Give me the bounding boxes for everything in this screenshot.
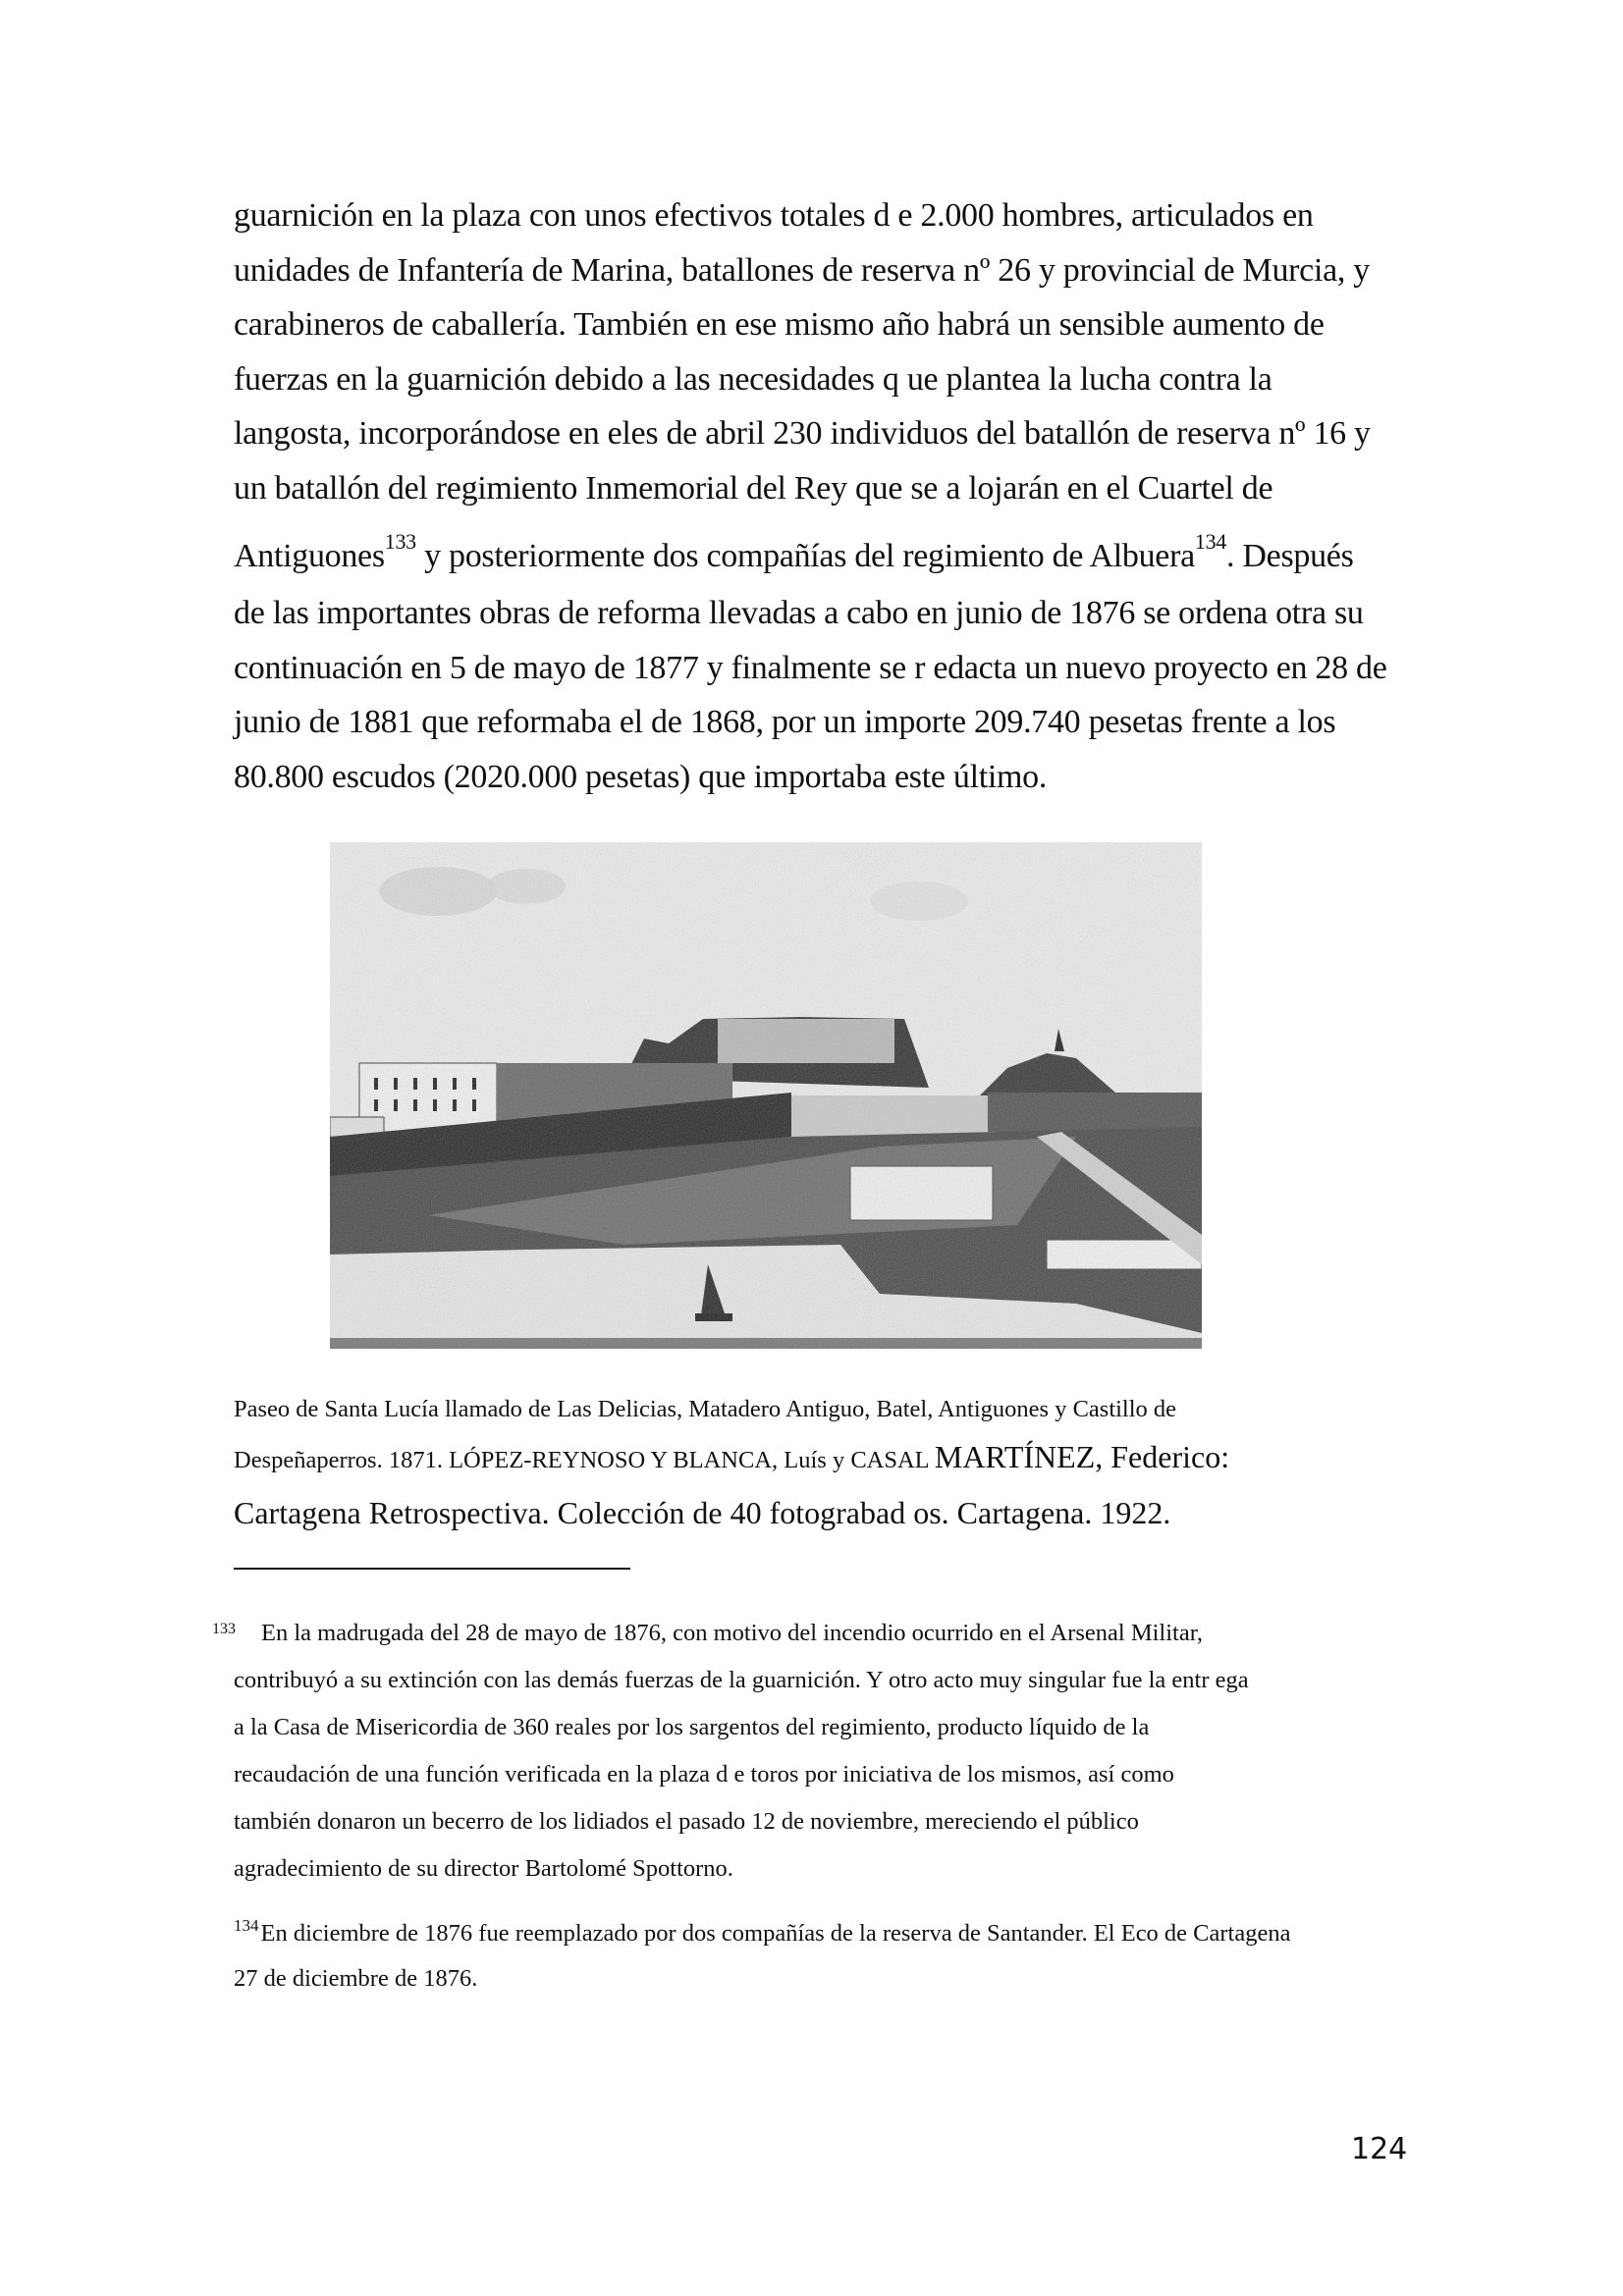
footnote-separator xyxy=(234,1568,630,1570)
engraving-illustration xyxy=(330,842,1202,1349)
page-number: 124 xyxy=(1351,2132,1408,2166)
body-line: unidades de Infantería de Marina, batallones de reserva nº 26 y provincial de Murcia, y xyxy=(234,251,1370,289)
footnote-number: 133 xyxy=(212,1621,236,1637)
body-line: carabineros de caballería. También en ese mismo año habrá un sensible aumento de xyxy=(234,306,1325,343)
footnote-line xyxy=(212,1610,1410,1657)
body-text-fragment: y posteriormente dos compañías del regimiento de Albuera xyxy=(415,538,1195,574)
footnote-text: En la madrugada del 28 de mayo de 1876, con motivo del incendio ocurrido en el Arsenal Militar, xyxy=(261,1620,1204,1646)
footnote-line: a la Casa de Misericordia de 360 reales por los sargentos del regimiento, producto líquido de la xyxy=(234,1714,1150,1740)
footnote-133 xyxy=(212,1610,1410,1893)
footnote-ref-134[interactable]: 134 xyxy=(1194,528,1227,554)
caption-line: Cartagena Retrospectiva. Colección de 40 fotograbad os. Cartagena. 1922. xyxy=(234,1495,1171,1530)
footnote-number: 134 xyxy=(234,1916,259,1935)
body-line: fuerzas en la guarnición debido a las necesidades q ue plantea la lucha contra la xyxy=(234,360,1272,398)
footnote-line: agradecimiento de su director Bartolomé Spottorno. xyxy=(234,1855,733,1882)
footnote-line: recaudación de una función verificada en la plaza d e toros por iniciativa de los mismos, así como xyxy=(234,1761,1174,1788)
body-paragraph xyxy=(234,188,1422,804)
body-line: 80.800 escudos (2020.000 pesetas) que importaba este último. xyxy=(234,758,1048,795)
body-line: junio de 1881 que reformaba el de 1868, por un importe 209.740 pesetas frente a los xyxy=(234,704,1336,740)
figure-caption xyxy=(234,1386,1422,1541)
footnote-line: contribuyó a su extinción con las demás fuerzas de la guarnición. Y otro acto muy singular fue la entr ega xyxy=(234,1667,1249,1693)
footnote-line xyxy=(212,1910,1410,1959)
caption-line: Paseo de Santa Lucía llamado de Las Delicias, Matadero Antiguo, Batel, Antiguones y Castillo de xyxy=(234,1396,1177,1422)
footnotes xyxy=(212,1610,1410,1999)
footnote-ref-133[interactable]: 133 xyxy=(384,528,416,554)
body-line: continuación en 5 de mayo de 1877 y finalmente se r edacta un nuevo proyecto en 28 de xyxy=(234,649,1387,686)
body-line: de las importantes obras de reforma llevadas a cabo en junio de 1876 se ordena otra su xyxy=(234,595,1364,631)
body-line-with-footnote-refs xyxy=(234,515,1422,586)
footnote-text: En diciembre de 1876 fue reemplazado por dos compañías de la reserva de Santander. El Eco de Cartagena xyxy=(260,1920,1291,1947)
body-line: un batallón del regimiento Inmemorial del Rey que se a lojarán en el Cuartel de xyxy=(234,469,1273,507)
caption-text: Despeñaperros. 1871. LÓPEZ-REYNOSO Y BLANCA, Luís y CASAL xyxy=(234,1447,935,1473)
historical-engraving-image xyxy=(330,842,1202,1349)
footnote-line: 27 de diciembre de 1876. xyxy=(234,1965,478,1992)
body-line: guarnición en la plaza con unos efectivos totales d e 2.000 hombres, articulados en xyxy=(234,197,1314,234)
body-line: langosta, incorporándose en eles de abril 230 individuos del batallón de reserva nº 16 y xyxy=(234,415,1371,452)
body-text-fragment: Antiguones xyxy=(234,538,385,574)
body-text-fragment: . Después xyxy=(1226,538,1354,574)
footnote-134 xyxy=(212,1910,1410,1999)
caption-line xyxy=(234,1433,1422,1484)
caption-text: MARTÍNEZ, Federico: xyxy=(934,1439,1230,1474)
footnote-line: también donaron un becerro de los lidiados el pasado 12 de noviembre, mereciendo el público xyxy=(234,1808,1139,1835)
